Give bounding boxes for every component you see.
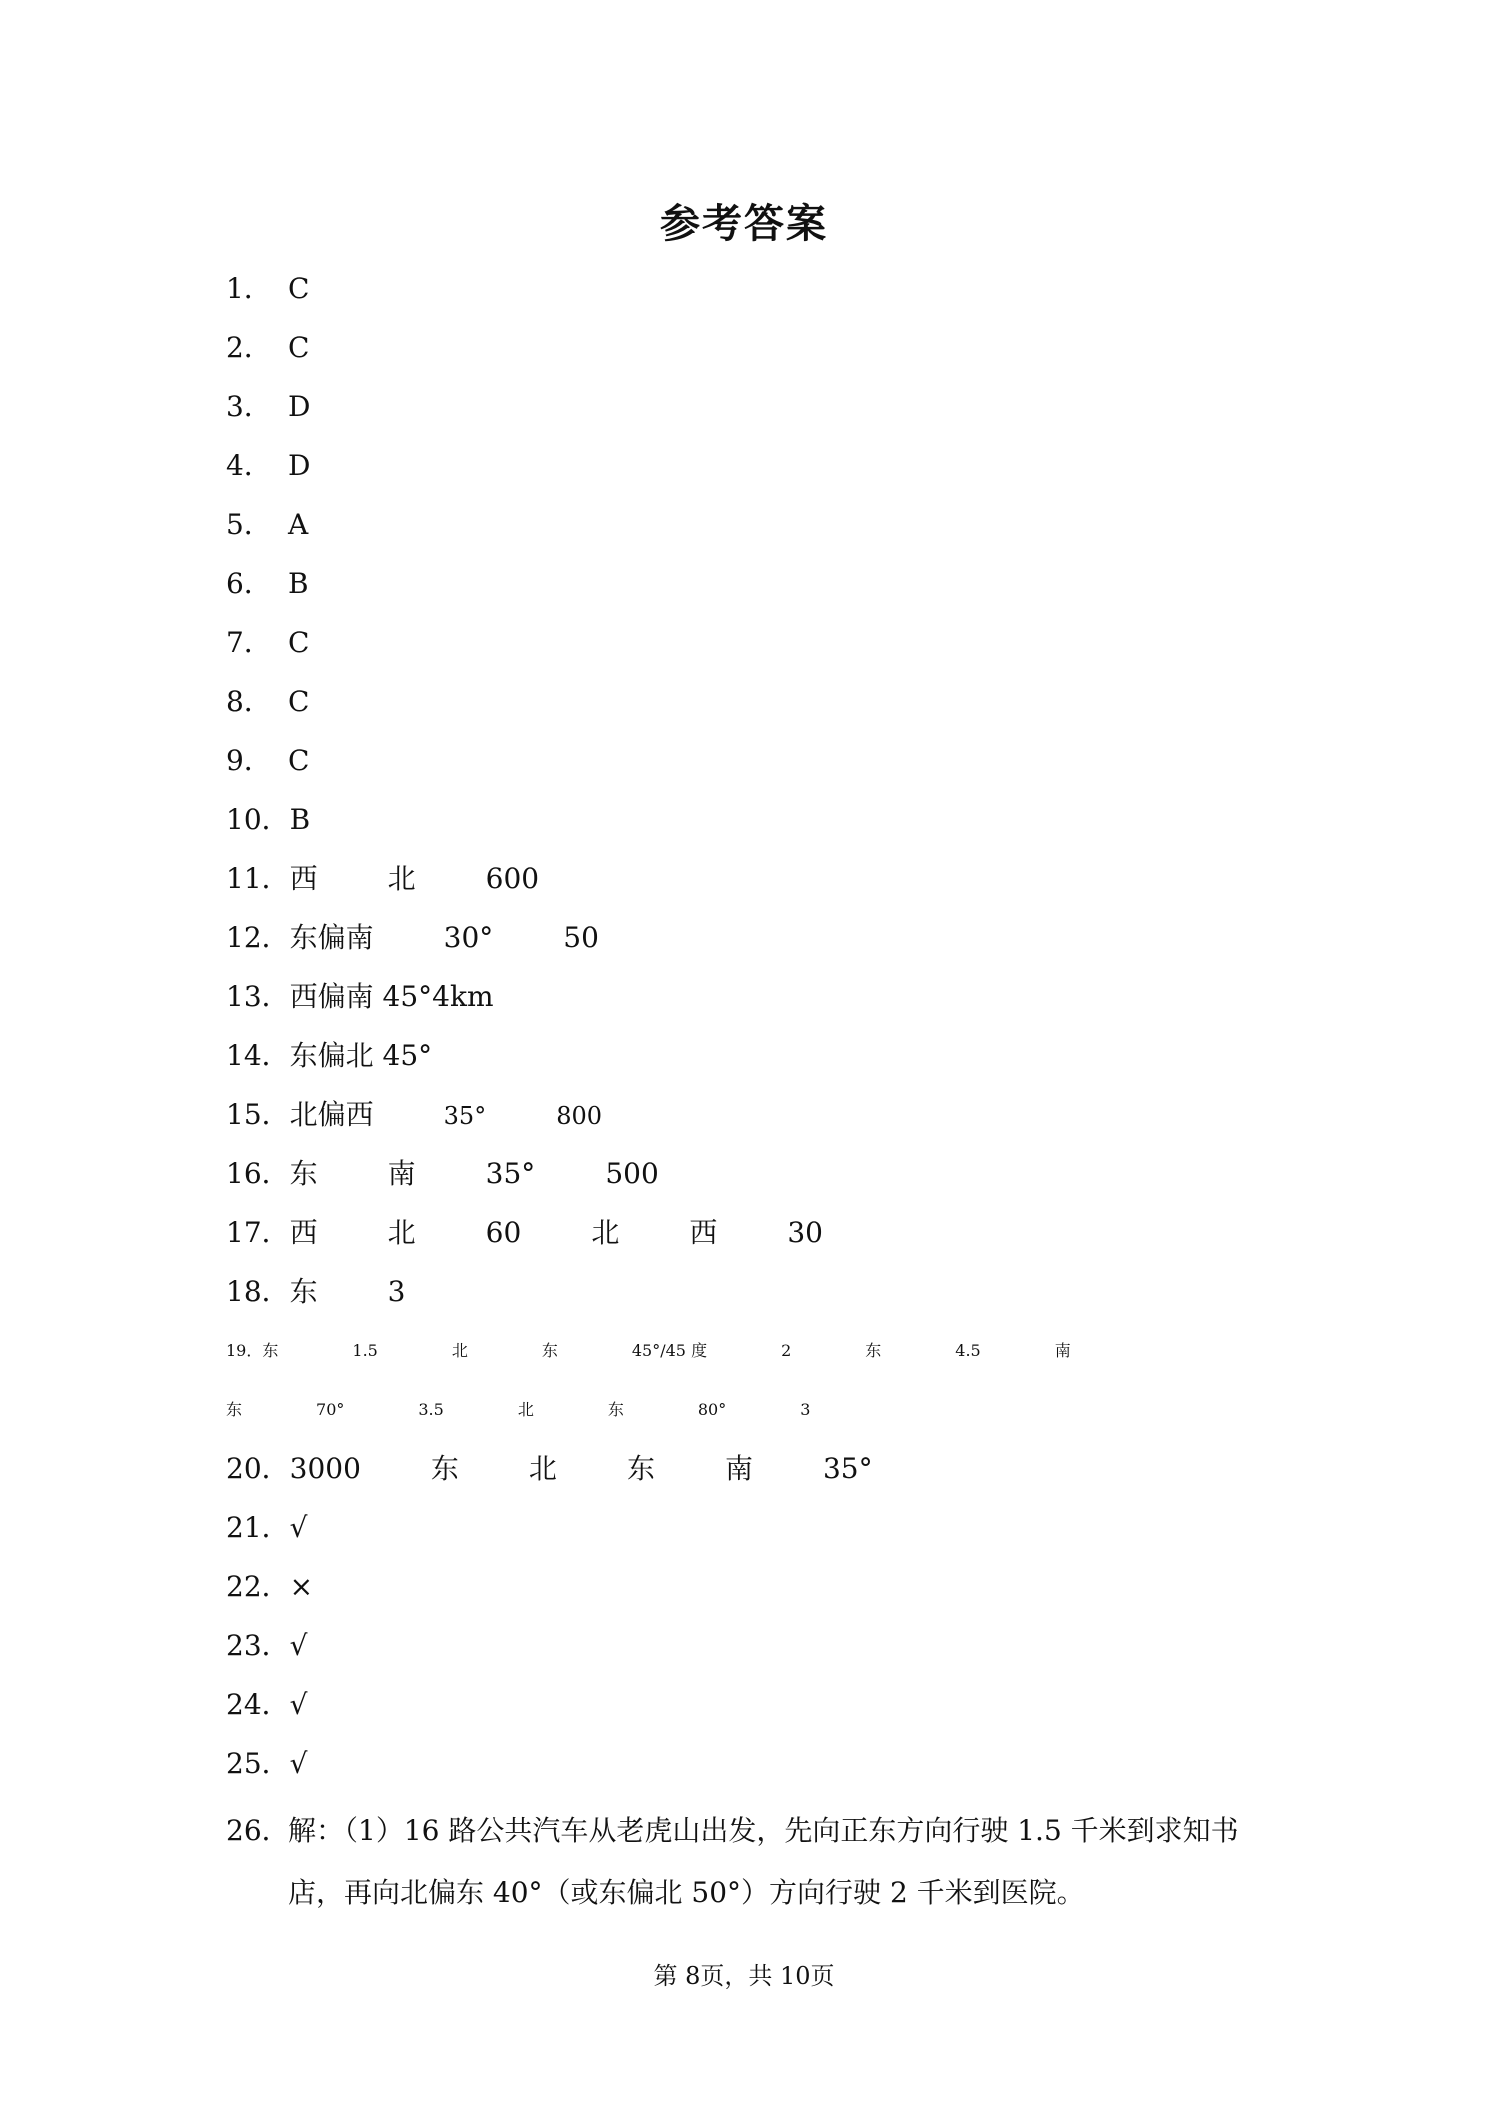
answer-item bbox=[226, 1031, 1266, 1090]
answer-list bbox=[226, 264, 1266, 1798]
answer-value: 南 bbox=[724, 1452, 753, 1485]
answer-number: 23． bbox=[226, 1629, 290, 1662]
answer-value: 东 bbox=[865, 1341, 882, 1360]
answer-value: 3 bbox=[387, 1275, 406, 1308]
answer-value: 西偏南 45°4km bbox=[289, 980, 494, 1013]
answer-value: × bbox=[289, 1570, 314, 1603]
answer-value: D bbox=[288, 390, 311, 423]
answer-value: 3000 bbox=[289, 1452, 361, 1485]
answer-value: 西 bbox=[289, 862, 318, 895]
answer-value: 北 bbox=[517, 1400, 534, 1419]
answer-item bbox=[226, 736, 1266, 795]
answer-value: 南 bbox=[387, 1157, 416, 1190]
answer-value: 3 bbox=[800, 1400, 811, 1419]
answer-item bbox=[226, 1208, 1266, 1267]
answer-number: 4． bbox=[226, 449, 272, 482]
answer-number: 16． bbox=[226, 1157, 290, 1190]
answer-value: 东偏北 45° bbox=[289, 1039, 433, 1072]
answer-item bbox=[226, 441, 1266, 500]
answer-value: C bbox=[288, 331, 310, 364]
answer-value: 45°/45 度 bbox=[631, 1341, 708, 1360]
answer-number: 11． bbox=[226, 862, 290, 895]
page-footer: 第 8页，共 10页 bbox=[653, 1962, 835, 1990]
answer-number: 25． bbox=[226, 1747, 290, 1780]
answer-value: √ bbox=[289, 1511, 308, 1544]
answer-item bbox=[226, 1680, 1266, 1739]
answer-number: 22． bbox=[226, 1570, 290, 1603]
answer-value: D bbox=[288, 449, 311, 482]
answer-number: 8． bbox=[226, 685, 272, 718]
answer-value: 东 bbox=[430, 1452, 459, 1485]
answer-value: 70° bbox=[316, 1400, 345, 1419]
answer-number: 2． bbox=[226, 331, 272, 364]
answer-number: 21． bbox=[226, 1511, 290, 1544]
answer-number: 1． bbox=[226, 272, 272, 305]
answer-value: C bbox=[288, 744, 310, 777]
answer-value: 东 bbox=[289, 1157, 318, 1190]
answer-number: 24． bbox=[226, 1688, 290, 1721]
answer-value: 30° bbox=[443, 921, 494, 954]
answer-value: 500 bbox=[605, 1157, 659, 1190]
answer-number: 3． bbox=[226, 390, 272, 423]
answer-number: 9． bbox=[226, 744, 272, 777]
answer-item bbox=[226, 618, 1266, 677]
answer-item bbox=[226, 1444, 1266, 1503]
answer-item bbox=[226, 677, 1266, 736]
answer-item bbox=[226, 1739, 1266, 1798]
answer-value: 2 bbox=[781, 1341, 792, 1360]
answer-value: 东 bbox=[226, 1400, 243, 1419]
answer-value: 800 bbox=[556, 1102, 603, 1130]
answer-item bbox=[226, 323, 1266, 382]
answer-value: 35° bbox=[443, 1102, 487, 1130]
answer-item-19 bbox=[226, 1326, 1266, 1444]
answer-value: 60 bbox=[485, 1216, 522, 1249]
answer-item bbox=[226, 913, 1266, 972]
answer-value: A bbox=[288, 508, 309, 541]
answer-item bbox=[226, 1503, 1266, 1562]
answer-value: 3.5 bbox=[418, 1400, 444, 1419]
answer-value: √ bbox=[289, 1747, 308, 1780]
answer-value: 30 bbox=[787, 1216, 823, 1249]
answer-value: 600 bbox=[485, 862, 540, 895]
answer-number: 13． bbox=[226, 980, 290, 1013]
answer-value: C bbox=[288, 685, 310, 718]
answer-value: C bbox=[288, 272, 310, 305]
answer-value: 4.5 bbox=[955, 1341, 981, 1360]
answer-number: 7． bbox=[226, 626, 272, 659]
answer-item bbox=[226, 500, 1266, 559]
answer-item bbox=[226, 264, 1266, 323]
answer-26-text: 解：（1）16 路公共汽车从老虎山出发，先向正东方向行驶 1.5 千米到求知书店，再向北偏东 40°（或东偏北 50°）方向行驶 2 千米到医院。 bbox=[288, 1814, 1239, 1909]
answer-item bbox=[226, 559, 1266, 618]
answer-number: 19． bbox=[226, 1341, 263, 1360]
answer-value: 东 bbox=[262, 1341, 279, 1360]
answer-value: C bbox=[288, 626, 310, 659]
answer-number: 5． bbox=[226, 508, 272, 541]
answer-value: 北 bbox=[387, 862, 416, 895]
answer-number: 12． bbox=[226, 921, 290, 954]
answer-item bbox=[226, 1090, 1266, 1149]
answer-number: 18． bbox=[226, 1275, 290, 1308]
answer-value: 北 bbox=[528, 1452, 557, 1485]
answer-value: √ bbox=[289, 1629, 308, 1662]
answer-value: 35° bbox=[822, 1452, 873, 1485]
answer-value: 35° bbox=[485, 1157, 536, 1190]
answer-item bbox=[226, 972, 1266, 1031]
answer-value: 北 bbox=[387, 1216, 416, 1249]
answer-value: 东 bbox=[626, 1452, 655, 1485]
answer-item bbox=[226, 1149, 1266, 1208]
answer-value: √ bbox=[289, 1688, 308, 1721]
answer-value: 西 bbox=[689, 1216, 718, 1249]
answer-number: 26． bbox=[226, 1814, 290, 1847]
answer-number: 6． bbox=[226, 567, 272, 600]
answer-value: 南 bbox=[1054, 1341, 1071, 1360]
answer-number: 17． bbox=[226, 1216, 290, 1249]
answer-group-2 bbox=[226, 1444, 1266, 1798]
answer-value: 东 bbox=[541, 1341, 558, 1360]
answer-number: 20． bbox=[226, 1452, 290, 1485]
answer-number: 15． bbox=[226, 1098, 290, 1131]
answer-value: 东偏南 bbox=[289, 921, 374, 954]
answer-value: 50 bbox=[563, 921, 599, 954]
answer-value: 东 bbox=[289, 1275, 318, 1308]
answer-value: 1.5 bbox=[352, 1341, 378, 1360]
answer-value: B bbox=[288, 567, 309, 600]
answer-19-line-2 bbox=[226, 1385, 1266, 1444]
answer-number: 10． bbox=[226, 803, 290, 836]
answer-value: 北偏西 bbox=[289, 1098, 374, 1131]
answer-value: 西 bbox=[289, 1216, 318, 1249]
answer-19-line-1 bbox=[226, 1326, 1266, 1385]
answer-item bbox=[226, 382, 1266, 441]
answer-value: B bbox=[289, 803, 311, 836]
answer-value: 东 bbox=[607, 1400, 624, 1419]
answer-value: 80° bbox=[697, 1400, 727, 1419]
answer-item bbox=[226, 795, 1266, 854]
answer-value: 北 bbox=[451, 1341, 468, 1360]
answer-number: 14． bbox=[226, 1039, 290, 1072]
answer-item bbox=[226, 1267, 1266, 1326]
page-title: 参考答案 bbox=[660, 201, 828, 247]
answer-group-1 bbox=[226, 264, 1266, 1326]
answer-value: 北 bbox=[591, 1216, 620, 1249]
answer-item bbox=[226, 1562, 1266, 1621]
answer-item bbox=[226, 854, 1266, 913]
answer-item bbox=[226, 1621, 1266, 1680]
answer-item-26 bbox=[226, 1800, 1276, 1924]
